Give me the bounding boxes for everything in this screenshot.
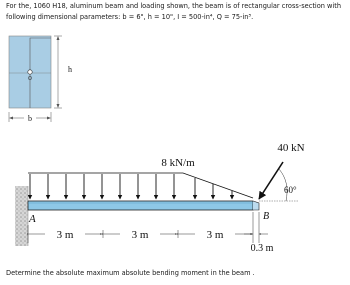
beam (28, 201, 253, 210)
distributed-load (28, 157, 253, 199)
cross-section (9, 36, 72, 123)
height-dim-arrow-top (57, 36, 60, 40)
width-dim-arrow-right (47, 117, 51, 120)
overhang-label: 0.3 m (250, 243, 274, 254)
point-load-arrow (259, 162, 283, 199)
span-2-label: 3 m (131, 229, 149, 241)
problem-line-2: following dimensional parameters: b = 6", h = 10", I = 500-in⁴, Q = 75-in³. (6, 13, 254, 21)
height-dim-arrow-bottom (57, 104, 60, 108)
end-label-b: B (263, 211, 270, 222)
height-label: h (68, 65, 72, 74)
distributed-load-label: 8 kN/m (161, 157, 195, 169)
centroid-label: O (28, 76, 32, 82)
support-label-a: A (29, 213, 36, 225)
angle-label: 60° (284, 185, 297, 195)
span-3-label: 3 m (206, 229, 224, 241)
beam-end-bevel (253, 201, 259, 210)
span-dimensions (28, 212, 274, 254)
width-label: b (28, 114, 32, 123)
span-1-label: 3 m (56, 229, 74, 241)
point-load-label: 40 kN (277, 142, 305, 154)
centroid-marker (28, 70, 32, 74)
problem-line-1: For the, 1060 H18, aluminum beam and loading shown, the beam is of rectangular cross-section with (6, 2, 342, 10)
load-profile (28, 173, 253, 198)
fixed-wall (15, 186, 28, 246)
question-text: Determine the absolute maximum absolute bending moment in the beam . (6, 269, 255, 277)
width-dim-arrow-left (9, 117, 13, 120)
